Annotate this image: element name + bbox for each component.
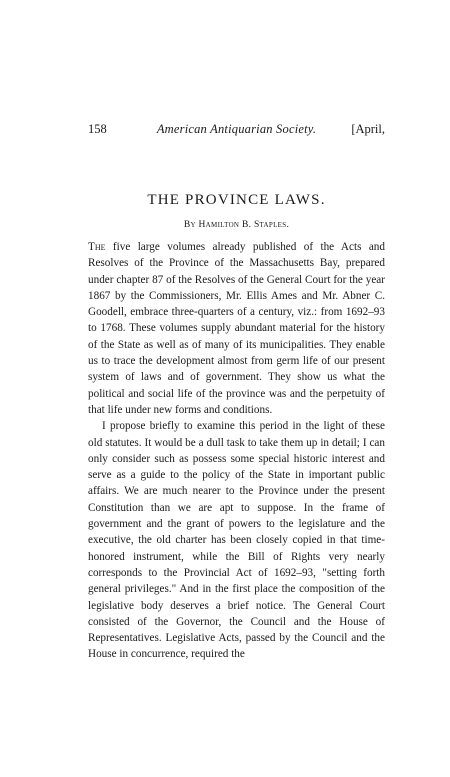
running-head-date: [April, [351, 122, 385, 136]
paragraph-text: I propose briefly to examine this period in the light of these old statutes. It would be a dull task to take them up in detail; I can only consider such as possess some special historic interest and serve as a guide to the policy of the State in important public affairs. We are much nearer to the Province under the present Constitution than we are apt to suppose. In the frame of government and the grant of powers to the legislature and the executive, the old charter has been closely copied in that time-honored instrument, while the Bill of Rights very nearly corresponds to the Provincial Act of 1692–93, "setting forth general privileges." And in the first place the composition of the legislative body deserves a brief notice. The General Court consisted of the Governor, the Council and the House of Representatives. Legislative Acts, passed by the Council and the House in concurrence, required the [88, 420, 385, 661]
body-paragraph [88, 418, 385, 662]
article-title: THE PROVINCE LAWS. [147, 192, 326, 208]
article-byline: By Hamilton B. Staples. [183, 220, 290, 230]
body-paragraph [88, 239, 385, 418]
page-number: 158 [88, 122, 107, 136]
journal-name: American Antiquarian Society. [156, 122, 317, 136]
paragraph-lead-word: The [88, 241, 106, 253]
article-body [88, 239, 385, 663]
running-head [88, 121, 385, 137]
paragraph-text: five large volumes already published of the Acts and Resolves of the Province of the Massachusetts Bay, prepared under chapter 87 of the Resolves of the General Court for the year 1867 by the Commissioners, Mr. Ellis Ames and Mr. Abner C. Goodell, embrace three-quarters of a century, viz.: from 1692–93 to 1768. These volumes supply abundant material for the history of the State as well as of many of its municipalities. They enable us to trace the development almost from germ life of our present system of laws and of government. They show us what the political and social life of the province was and the perpetuity of that life under new forms and conditions. [88, 241, 385, 416]
